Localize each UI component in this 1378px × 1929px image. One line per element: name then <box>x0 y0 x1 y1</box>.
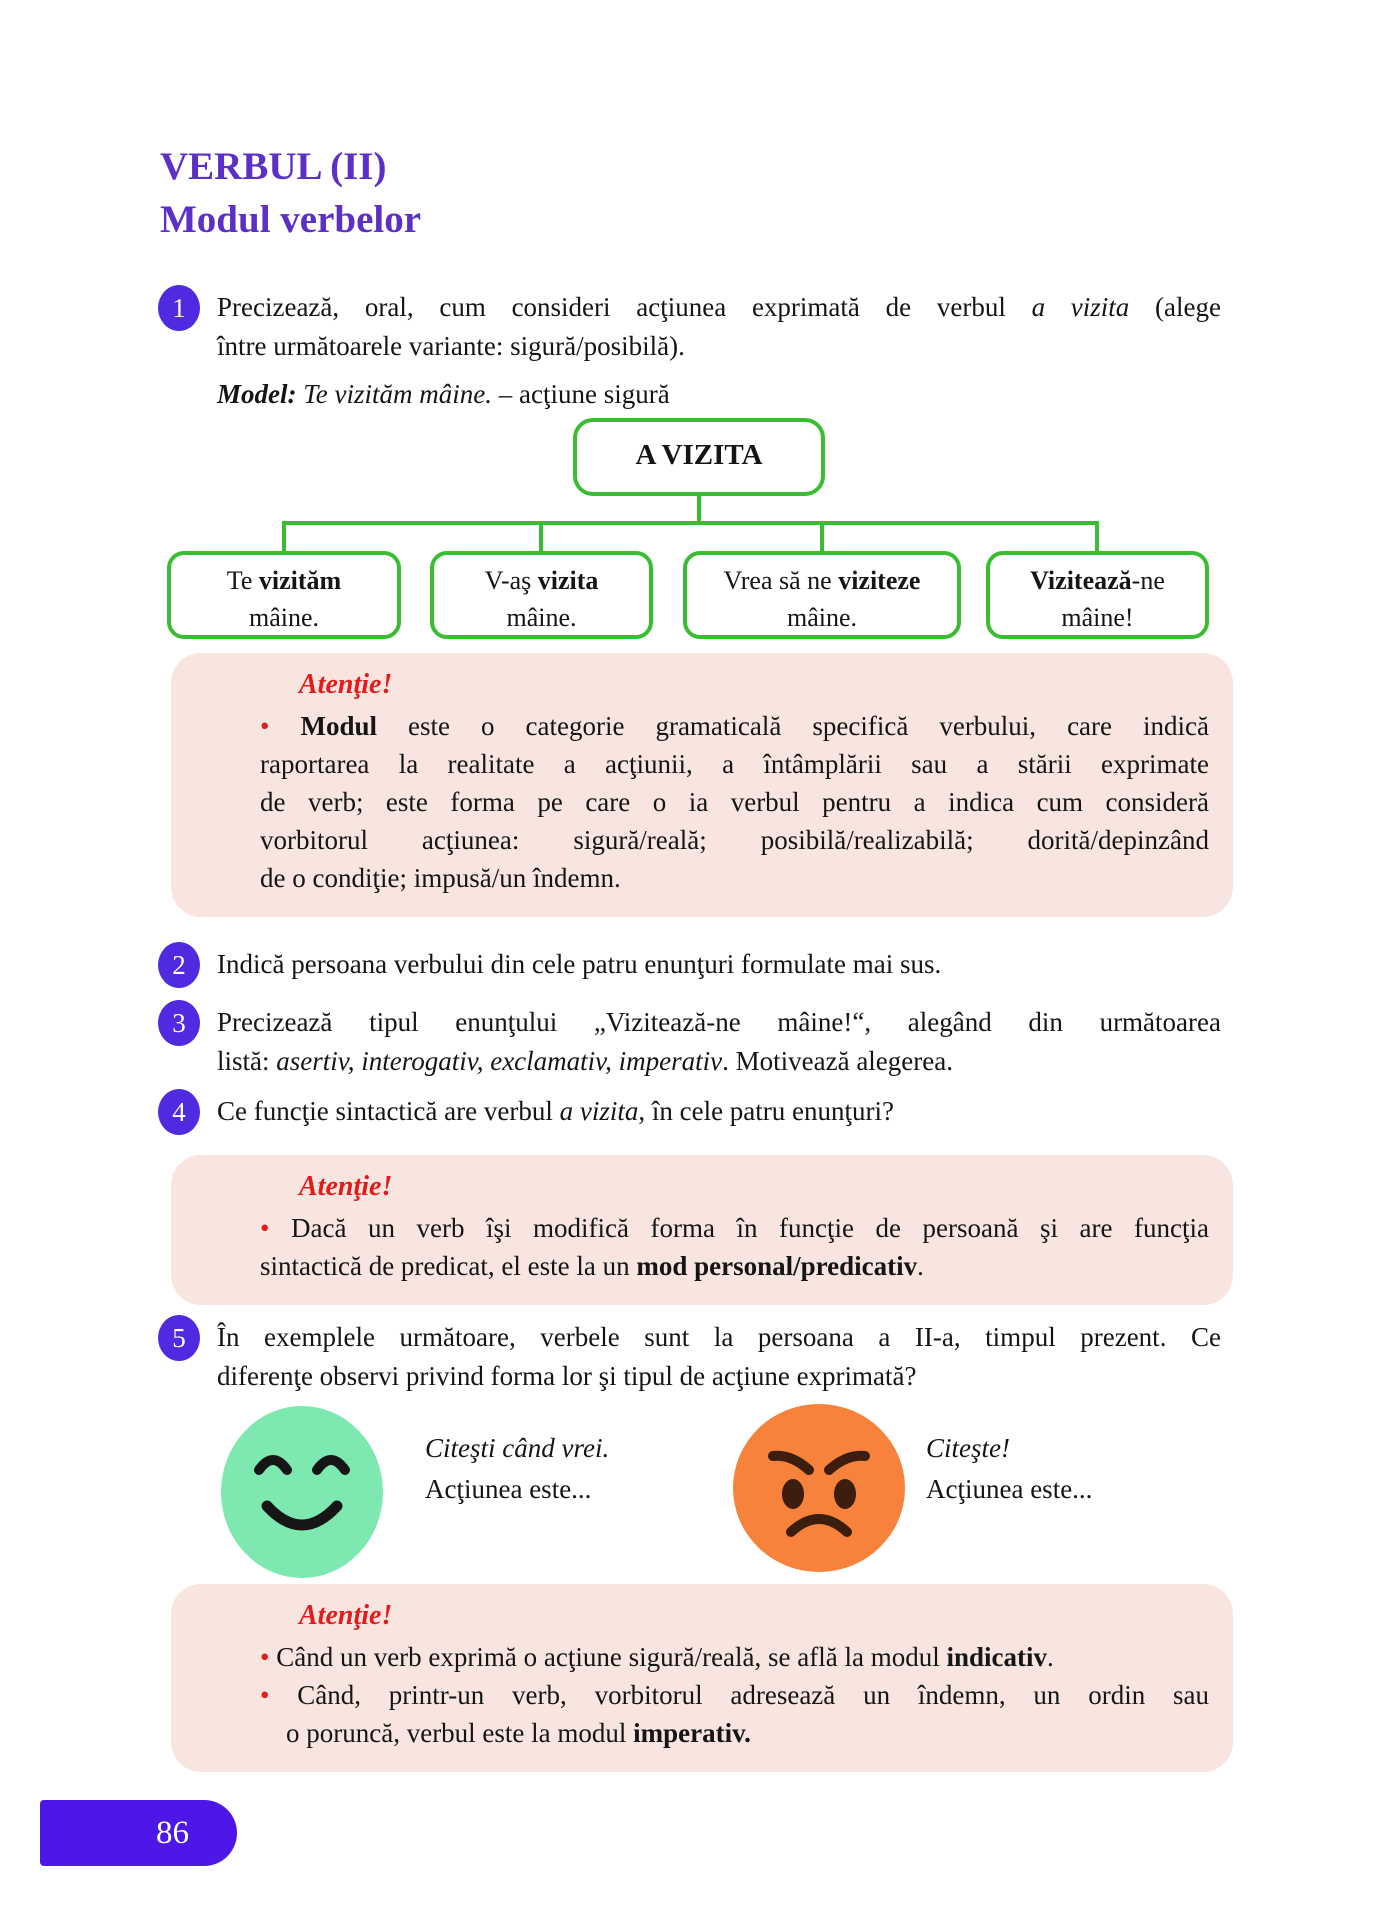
exercise-1-text <box>217 288 1221 414</box>
attention-3-paragraph-1 <box>260 1638 1209 1676</box>
exercise-4-text <box>217 1092 1221 1135</box>
attention-2-line2-start: sintactică de predicat, el este la un <box>260 1251 637 1281</box>
exercise-1-line2: între următoarele variante: sigură/posibilă). <box>217 331 685 361</box>
exercise-3-line2 <box>217 1042 1221 1081</box>
exercise-4-start: Ce funcţie sintactică are verbul <box>217 1096 560 1126</box>
attention-2-line1-text: Dacă un verb îşi modifică forma în funcţie de persoană şi are funcţia <box>290 1213 1209 1243</box>
exercise-4-verb-italic: a vizita <box>559 1096 639 1126</box>
angry-caption-example: Citeşte! <box>926 1433 1010 1463</box>
attention-3-bullet1 <box>260 1638 1209 1676</box>
exercise-1-line1-text: Precizează, oral, cum consideri acţiunea exprimată de verbul <box>217 292 1032 322</box>
exercise-1-line1-end: (alege <box>1129 292 1221 322</box>
exercise-5-line2: diferenţe observi privind forma lor şi tipul de acţiune exprimată? <box>217 1361 917 1391</box>
diagram-box-4-line2: mâine! <box>1061 603 1134 632</box>
angry-caption-line2: Acţiunea este... <box>926 1474 1093 1504</box>
diagram-stub-line-4 <box>1095 521 1099 553</box>
attention-2-keyword: mod personal/predicativ <box>636 1251 918 1281</box>
angry-caption <box>926 1428 1092 1510</box>
diagram-stub-line-1 <box>282 521 286 553</box>
diagram-box-4-line1 <box>990 562 1205 599</box>
box2-verb: vizita <box>537 566 599 595</box>
diagram-box-2 <box>430 551 653 639</box>
attention-3-paragraph-2 <box>260 1676 1209 1752</box>
attention-3-bullet1-end: . <box>1046 1642 1054 1672</box>
attention-3-bullet2-line2-start: o poruncă, verbul este la modul <box>286 1718 634 1748</box>
box4-verb: Vizitează <box>1030 566 1132 595</box>
box2-pre: V-aş <box>484 566 538 595</box>
exercise-3 <box>158 1003 1221 1081</box>
exercise-3-number-badge: 3 <box>158 1000 200 1046</box>
exercise-1-line1 <box>217 288 1221 327</box>
model-example: Te vizităm mâine. <box>296 379 492 409</box>
diagram-box-1-line2: mâine. <box>248 603 320 632</box>
model-label: Model: <box>217 379 297 409</box>
exercise-2-number-badge: 2 <box>158 942 200 988</box>
attention-1-line2: raportarea la realitate a acţiunii, a întâmplării sau a stării exprimate <box>260 749 1209 779</box>
attention-2-line1 <box>260 1209 1209 1247</box>
page-title-line1: VERBUL (II) <box>160 145 387 188</box>
attention-2-title: Atenţie! <box>299 1171 393 1202</box>
attention-3-bullet2-line2 <box>260 1714 1209 1752</box>
page-number: 86 <box>156 1814 189 1851</box>
box1-verb: vizităm <box>258 566 342 595</box>
exercise-3-line1: Precizează tipul enunţului „Vizitează-ne mâine!“, alegând din următoarea <box>217 1007 1221 1037</box>
happy-caption-line1 <box>425 1428 609 1469</box>
page-title-line2: Modul verbelor <box>160 198 422 241</box>
exercise-1-model <box>217 375 1221 414</box>
attention-2-paragraph <box>260 1209 1209 1285</box>
attention-1-line5: de o condiţie; impusă/un îndemn. <box>260 863 621 893</box>
bullet-icon: • <box>260 711 270 741</box>
attention-3-keyword-indicativ: indicativ <box>946 1642 1047 1672</box>
exercise-5-text <box>217 1318 1221 1396</box>
diagram-box-1 <box>167 551 401 639</box>
exercise-3-list-italic: asertiv, interogativ, exclamativ, imperativ <box>276 1046 723 1076</box>
happy-caption <box>425 1428 609 1510</box>
exercise-5-number-badge: 5 <box>158 1315 200 1361</box>
attention-2-line2-end: . <box>917 1251 924 1281</box>
exercise-3-line2-end: . Motivează alegerea. <box>722 1046 953 1076</box>
exercise-3-text <box>217 1003 1221 1081</box>
exercise-4-end: , în cele patru enunţuri? <box>638 1096 894 1126</box>
diagram-root-box: A VIZITA <box>573 418 825 496</box>
attention-1-keyword: Modul <box>300 711 377 741</box>
diagram-box-3-line2: mâine. <box>786 603 858 632</box>
exercise-3-line2-start: listă: <box>217 1046 277 1076</box>
attention-1-line1-text: este o categorie gramaticală specifică verbului, care indică <box>377 711 1209 741</box>
angry-caption-line1 <box>926 1428 1092 1469</box>
box4-post: -ne <box>1131 566 1165 595</box>
bullet-icon: • <box>260 1642 270 1672</box>
happy-face-icon <box>221 1406 383 1583</box>
page-title <box>160 140 421 246</box>
exercise-2-text: Indică persoana verbului din cele patru enunţuri formulate mai sus. <box>217 949 942 979</box>
attention-1-paragraph <box>260 707 1209 897</box>
attention-1-line4: vorbitorul acţiunea: sigură/reală; posibilă/realizabilă; dorită/depinzând <box>260 825 1209 855</box>
attention-3-title: Atenţie! <box>299 1600 393 1631</box>
exercise-5-line1: În exemplele următoare, verbele sunt la persoana a II-a, timpul prezent. Ce <box>217 1322 1221 1352</box>
attention-3-keyword-imperativ: imperativ. <box>633 1718 751 1748</box>
exercise-4-number-badge: 4 <box>158 1089 200 1135</box>
diagram-box-4 <box>986 551 1209 639</box>
exercise-1-number-badge: 1 <box>158 285 200 331</box>
exercise-5 <box>158 1318 1221 1396</box>
exercise-1-verb-italic: a vizita <box>1031 292 1130 322</box>
diagram-box-1-line1 <box>171 562 397 599</box>
page-number-badge <box>40 1800 237 1866</box>
attention-box-1 <box>171 653 1233 917</box>
box3-verb: viziteze <box>838 566 921 595</box>
exercise-4 <box>158 1092 1221 1135</box>
attention-3-bullet1-text: Când un verb exprimă o acţiune sigură/reală, se află la modul <box>276 1642 947 1672</box>
diagram-horizontal-line <box>282 521 1099 525</box>
attention-3-bullet2-line1 <box>260 1676 1209 1714</box>
diagram-box-2-line2: mâine. <box>506 603 577 632</box>
attention-box-2 <box>171 1155 1233 1305</box>
happy-caption-example: Citeşti când vrei. <box>425 1433 610 1463</box>
attention-3-bullet2-text: Când, printr-un verb, vorbitorul adresează un îndemn, un ordin sau <box>297 1680 1210 1710</box>
attention-1-line3: de verb; este forma pe care o ia verbul pentru a indica cum consideră <box>260 787 1209 817</box>
attention-2-line2 <box>260 1247 1209 1285</box>
bullet-icon: • <box>260 1680 270 1710</box>
exercise-1 <box>158 288 1221 414</box>
attention-1-title: Atenţie! <box>299 669 393 700</box>
diagram-box-2-line1 <box>434 562 649 599</box>
model-answer: – acţiune sigură <box>491 379 670 409</box>
diagram-stub-line-2 <box>539 521 543 553</box>
diagram-stub-line-3 <box>820 521 824 553</box>
angry-face-icon <box>733 1404 905 1577</box>
attention-1-line1 <box>260 707 1209 745</box>
box3-pre: Vrea să ne <box>723 566 839 595</box>
bullet-icon: • <box>260 1213 270 1243</box>
diagram-box-3-line1 <box>687 562 957 599</box>
attention-box-3 <box>171 1584 1233 1772</box>
box1-pre: Te <box>226 566 259 595</box>
happy-caption-line2: Acţiunea este... <box>425 1474 592 1504</box>
exercise-2 <box>158 945 1221 988</box>
diagram-box-3 <box>683 551 961 639</box>
